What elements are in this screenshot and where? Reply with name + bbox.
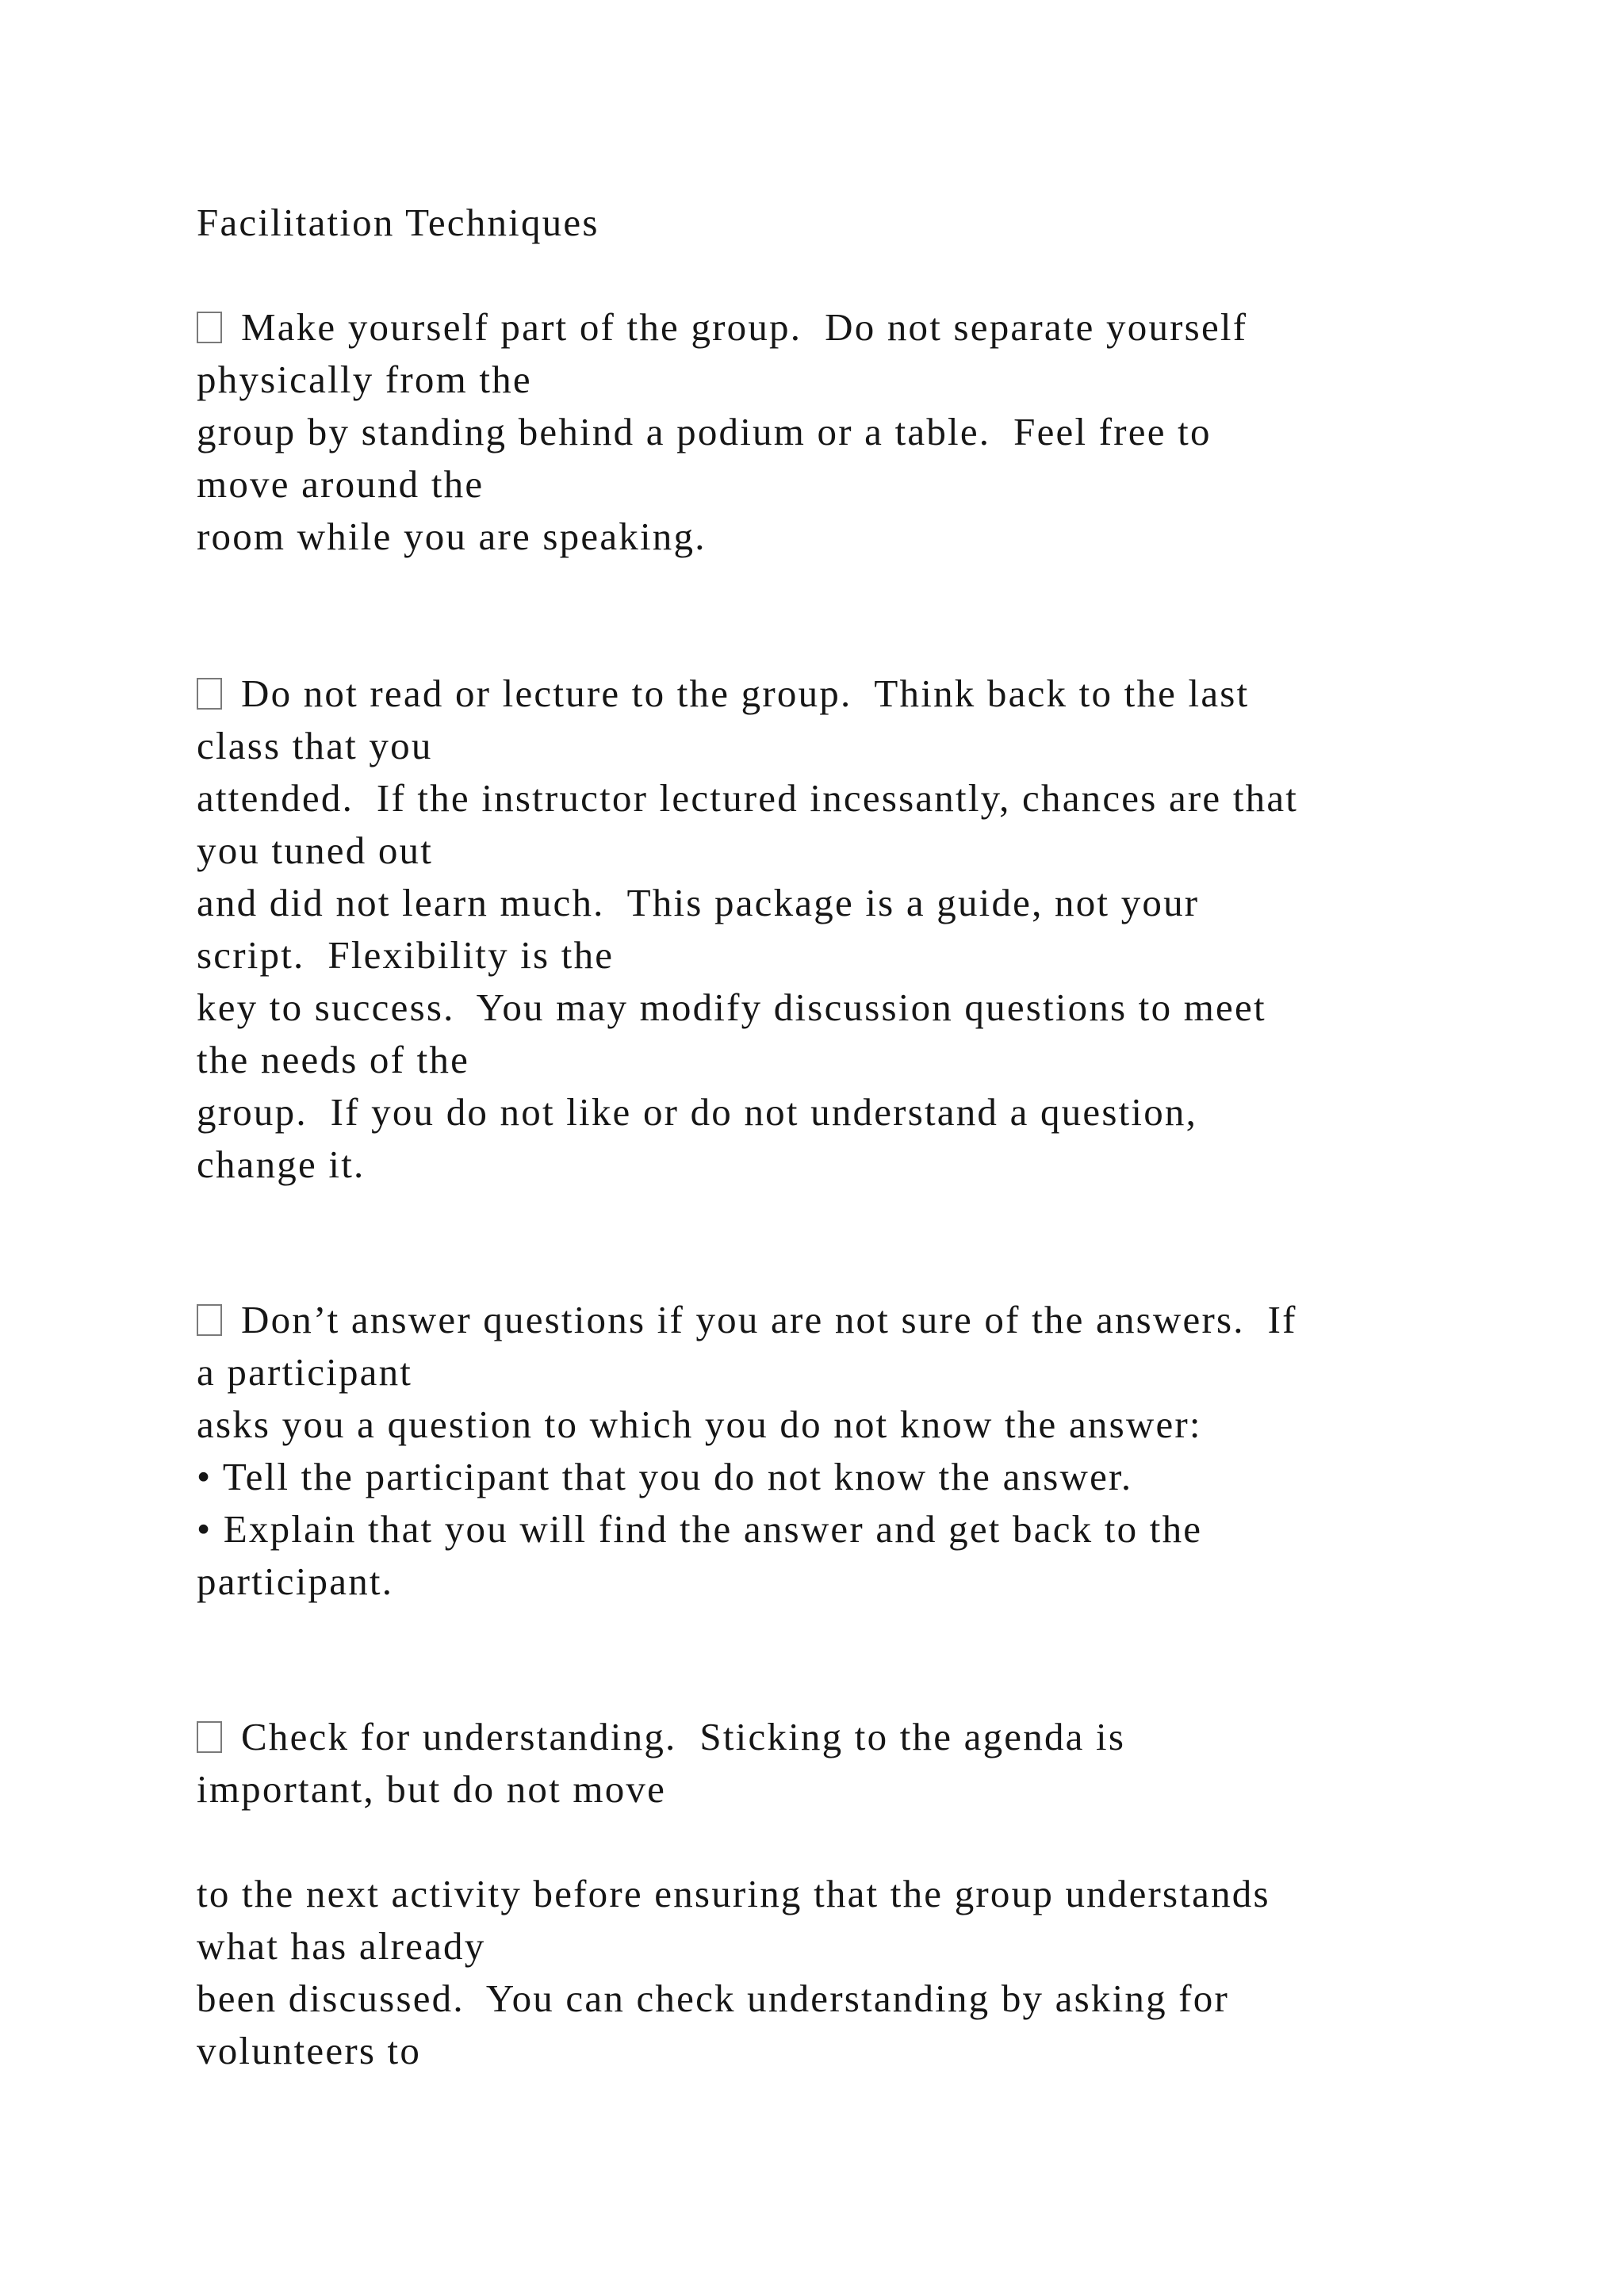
paragraph-3-line-4: • Tell the participant that you do not know the answer. (197, 1455, 1133, 1498)
paragraph-1-line-2: physically from the (197, 358, 532, 401)
paragraph-1-line-3: group by standing behind a podium or a table. Feel free to (197, 410, 1212, 453)
missing-glyph-bullet-icon (197, 1721, 222, 1753)
missing-glyph-bullet-icon (197, 678, 222, 710)
paragraph-2-line-5: and did not learn much. This package is a guide, not your (197, 881, 1200, 924)
paragraph-1-line-1: Make yourself part of the group. Do not separate yourself (197, 301, 1247, 354)
paragraph-4-line-7: volunteers to (197, 2029, 422, 2072)
paragraph-2-line-6: script. Flexibility is the (197, 933, 615, 977)
paragraph-2-line-4: you tuned out (197, 828, 434, 872)
paragraph-2-line-3: attended. If the instructor lectured incessantly, chances are that (197, 776, 1299, 820)
paragraph-1-line-5: room while you are speaking. (197, 515, 707, 558)
paragraph-2-line-2: class that you (197, 724, 433, 767)
paragraph-3-line-2: a participant (197, 1350, 413, 1394)
paragraph-3-line-3: asks you a question to which you do not know the answer: (197, 1402, 1202, 1446)
missing-glyph-bullet-icon (197, 312, 222, 343)
paragraph-2-line-9: group. If you do not like or do not understand a question, (197, 1090, 1198, 1134)
paragraph-2-line-1: Do not read or lecture to the group. Think back to the last (197, 668, 1249, 720)
paragraph-3-line-1: Don’t answer questions if you are not sure of the answers. If (197, 1294, 1297, 1346)
paragraph-1-line-4: move around the (197, 462, 485, 506)
missing-glyph-bullet-icon (197, 1304, 222, 1336)
paragraph-3-line-6: participant. (197, 1559, 394, 1603)
paragraph-2-line-7: key to success. You may modify discussion questions to meet (197, 985, 1266, 1029)
paragraph-4-line-5: what has already (197, 1924, 486, 1968)
page-title: Facilitation Techniques (197, 201, 599, 244)
paragraph-3-line-5: • Explain that you will find the answer and get back to the (197, 1507, 1203, 1551)
paragraph-4-line-6: been discussed. You can check understanding by asking for (197, 1976, 1229, 2020)
paragraph-2-line-8: the needs of the (197, 1038, 470, 1081)
paragraph-2-line-10: change it. (197, 1142, 366, 1186)
paragraph-4-line-4: to the next activity before ensuring that the group understands (197, 1872, 1270, 1915)
paragraph-4-line-2: important, but do not move (197, 1767, 667, 1811)
paragraph-4-line-1: Check for understanding. Sticking to the agenda is (197, 1711, 1125, 1763)
